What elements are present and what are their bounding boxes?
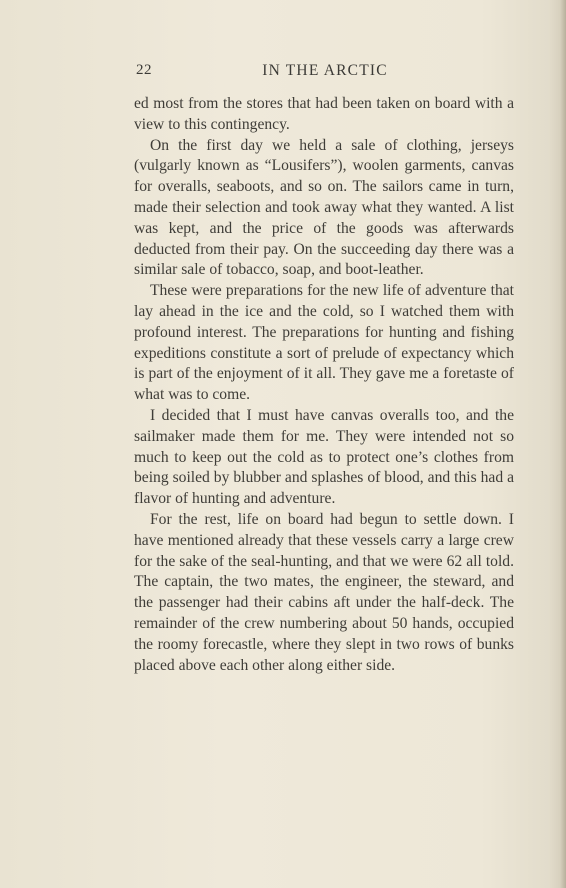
- page-number: 22: [136, 62, 152, 78]
- page-header: [136, 62, 514, 86]
- body-text: [134, 94, 514, 676]
- paragraph: I decided that I must have canvas overalls too, and the sailmaker made them for me. They were intended not so much to keep out the cold as to protect one’s clothes from being soiled by blubber and splashes of blood, and this had a flavor of hunting and adventure.: [134, 406, 514, 508]
- paragraph: On the first day we held a sale of clothing, jerseys (vulgarly known as “Lousifers”), woolen garments, canvas for overalls, seaboots, and so on. The sailors came in turn, made their selection and took away what they wanted. A list was kept, and the price of the goods was afterwards deducted from their pay. On the succeeding day there was a similar sale of tobacco, soap, and boot-leather.: [134, 136, 514, 279]
- page-edge-shadow: [560, 0, 566, 888]
- paragraph: These were preparations for the new life of adventure that lay ahead in the ice and the cold, so I watched them with profound interest. The preparations for hunting and fishing expeditions constitute a sort of prelude of expectancy which is part of the enjoyment of it all. They gave me a foretaste of what was to come.: [134, 282, 514, 404]
- paragraph-continued: ed most from the stores that had been taken on board with a view to this contingency.: [134, 95, 514, 133]
- running-head: IN THE ARCTIC: [262, 62, 388, 79]
- paragraph: For the rest, life on board had begun to settle down. I have mentioned already that these vessels carry a large crew for the sake of the seal-hunting, and that we were 62 all told. The captain, the two mates, the engineer, the steward, and the passenger had their cabins aft under the half-deck. The remainder of the crew numbering about 50 hands, occupied the roomy forecastle, where they slept in two rows of bunks placed above each other along either side.: [134, 510, 514, 674]
